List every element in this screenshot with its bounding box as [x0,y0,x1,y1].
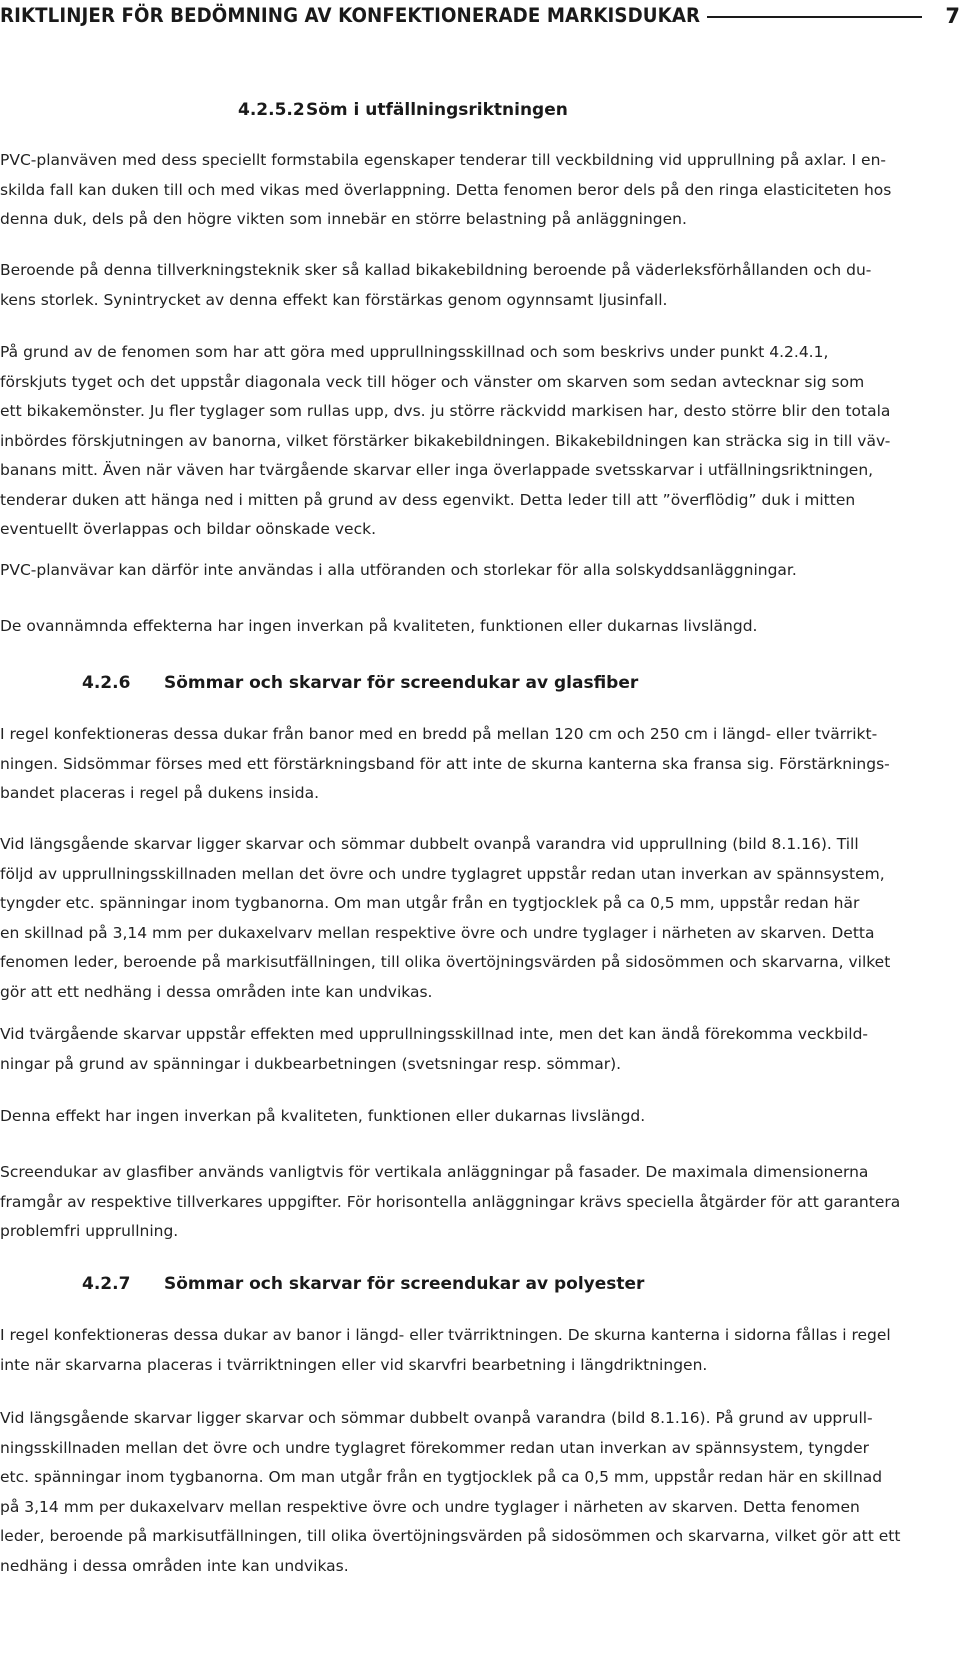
paragraph-line: inbördes förskjutningen av banorna, vilket förstärker bikakebildningen. Bikakebildningen kan sträcka sig in till väv- [0,431,891,450]
paragraph [0,1321,960,1380]
paragraph-line: etc. spänningar inom tygbanorna. Om man utgår från en tygtjocklek på ca 0,5 mm, uppstår redan här en skillnad [0,1468,883,1486]
section-title: Sömmar och skarvar för screendukar av polyester [164,1274,645,1294]
paragraph-line: på 3,14 mm per dukaxelvarv mellan respektive övre och undre tyglager i närheten av skarven. Detta fenomen [0,1497,860,1516]
paragraph-line: problemfri upprullning. [0,1222,179,1240]
paragraph [0,338,960,545]
paragraph [0,612,960,642]
paragraph-line: nedhäng i dessa områden inte kan undvikas. [0,1556,349,1575]
paragraph-line: en skillnad på 3,14 mm per dukaxelvarv mellan respektive övre och undre tyglager i närheten av skarven. Detta [0,923,875,942]
section-heading-4-2-5-2 [238,100,568,120]
paragraph-line: Beroende på denna tillverkningsteknik sker så kallad bikakebildning beroende på väderleksförhållanden och du- [0,261,872,279]
paragraph-line: eventuellt överlappas och bildar oönskade veck. [0,520,377,538]
paragraph [0,1404,960,1581]
paragraph-line: Vid längsgående skarvar ligger skarvar och sömmar dubbelt ovanpå varandra vid upprullning (bild 8.1.16). Till [0,835,859,853]
paragraph-line: tyngder etc. spänningar inom tygbanorna. Om man utgår från en tygtjocklek på ca 0,5 mm, uppstår redan här [0,894,860,912]
paragraph-line: I regel konfektioneras dessa dukar av banor i längd- eller tvärriktningen. De skurna kanterna i sidorna fållas i regel [0,1326,891,1344]
paragraph [0,1020,960,1079]
paragraph [0,256,960,315]
paragraph [0,1158,960,1247]
paragraph-line: denna duk, dels på den högre vikten som innebär en större belastning på anläggningen. [0,210,687,228]
paragraph [0,1102,960,1132]
paragraph-line: gör att ett nedhäng i dessa områden inte kan undvikas. [0,982,433,1001]
section-title: Sömmar och skarvar för screendukar av glasfiber [164,673,639,693]
paragraph [0,556,960,586]
paragraph-line: På grund av de fenomen som har att göra med upprullningsskillnad och som beskrivs under punkt 4.2.4.1, [0,343,829,361]
page-header [0,2,960,32]
paragraph-line: följd av upprullningsskillnaden mellan det övre och undre tyglagret uppstår redan utan inverkan av spännsystem, [0,864,885,883]
paragraph-line: banans mitt. Även när väven har tvärgående skarvar eller inga överlappade svetsskarvar i utfällningsriktningen, [0,461,874,479]
section-title: Söm i utfällningsriktningen [306,100,568,120]
section-number: 4.2.6 [82,673,131,693]
paragraph-line: PVC-planväven med dess speciellt formstabila egenskaper tenderar till veckbildning vid upprullning på axlar. I en- [0,151,886,169]
paragraph-line: tenderar duken att hänga ned i mitten på grund av dess egenvikt. Detta leder till att ”överflödig” duk i mitten [0,490,856,509]
paragraph-line: framgår av respektive tillverkares uppgifter. För horisontella anläggningar krävs speciella åtgärder för att garantera [0,1192,901,1211]
paragraph-line: leder, beroende på markisutfällningen, till olika övertöjningsvärden på sidosömmen och skarvarna, vilket gör att ett [0,1527,901,1545]
page-number: 7 [945,4,960,28]
paragraph-line: fenomen leder, beroende på markisutfällningen, till olika övertöjningsvärden på sidosömmen och skarvarna, vilket [0,953,891,971]
paragraph-line: bandet placeras i regel på dukens insida. [0,784,320,802]
paragraph-line: kens storlek. Synintrycket av denna effekt kan förstärkas genom ogynnsamt ljusinfall. [0,290,668,309]
document-title: RIKTLINJER FÖR BEDÖMNING AV KONFEKTIONERADE MARKISDUKAR [0,4,701,27]
section-heading-4-2-6 [82,673,639,693]
paragraph-line: De ovannämnda effekterna har ingen inverkan på kvaliteten, funktionen eller dukarnas livslängd. [0,617,758,635]
paragraph-line: Denna effekt har ingen inverkan på kvaliteten, funktionen eller dukarnas livslängd. [0,1107,646,1125]
paragraph-line: inte när skarvarna placeras i tvärriktningen eller vid skarvfri bearbetning i längdriktningen. [0,1355,708,1374]
paragraph-line: förskjuts tyget och det uppstår diagonala veck till höger och vänster om skarven som sedan avtecknar sig som [0,372,865,391]
paragraph [0,146,960,235]
paragraph-line: I regel konfektioneras dessa dukar från banor med en bredd på mellan 120 cm och 250 cm i längd- eller tvärrikt- [0,725,878,743]
section-number: 4.2.7 [82,1274,131,1294]
paragraph-line: ningar på grund av spänningar i dukbearbetningen (svetsningar resp. sömmar). [0,1054,622,1073]
paragraph [0,830,960,1007]
paragraph [0,720,960,809]
paragraph-line: Screendukar av glasfiber används vanligtvis för vertikala anläggningar på fasader. De maximala dimensionerna [0,1163,869,1181]
paragraph-line: ningen. Sidsömmar förses med ett förstärkningsband för att inte de skurna kanterna ska fransa sig. Förstärknings- [0,754,890,773]
paragraph-line: Vid längsgående skarvar ligger skarvar och sömmar dubbelt ovanpå varandra (bild 8.1.16). På grund av upprull- [0,1409,873,1427]
paragraph-line: skilda fall kan duken till och med vikas med överlappning. Detta fenomen beror dels på den ringa elasticiteten hos [0,180,892,199]
section-number: 4.2.5.2 [238,100,305,120]
paragraph-line: PVC-planvävar kan därför inte användas i alla utföranden och storlekar för alla solskyddsanläggningar. [0,561,797,579]
paragraph-line: ett bikakemönster. Ju fler tyglager som rullas upp, dvs. ju större räckvidd markisen har, desto större blir den totala [0,402,891,420]
paragraph-line: Vid tvärgående skarvar uppstår effekten med upprullningsskillnad inte, men det kan ändå förekomma veckbild- [0,1025,869,1043]
header-rule [707,16,922,18]
paragraph-line: ningsskillnaden mellan det övre och undre tyglagret förekommer redan utan inverkan av spännsystem, tyngder [0,1438,869,1457]
section-heading-4-2-7 [82,1274,645,1294]
